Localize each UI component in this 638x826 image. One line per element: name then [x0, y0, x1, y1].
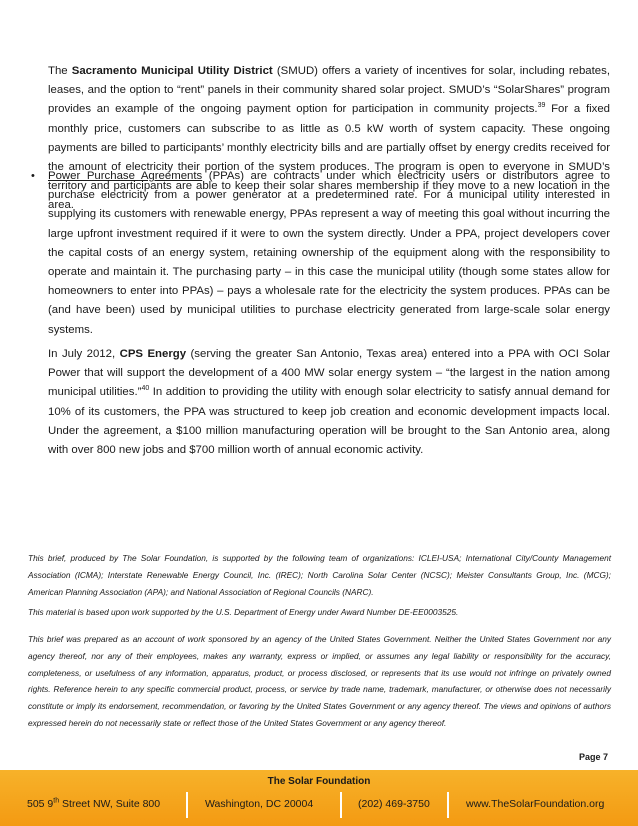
award-note: This material is based upon work supported by the U.S. Department of Energy under Award Number DE-EE0003525.: [28, 607, 459, 617]
cps-text-2: In addition to providing the utility with enough solar electricity to satisfy annual demand for 10% of its customers, the PPA was structured to keep job creation and economic development impacts local. Under the agreement, a $100 million manufacturing operation will be brought to the San Antonio area, along with over 800 new jobs and $700 million worth of annual economic activity.: [48, 386, 611, 457]
footer-phone: (202) 469-3750: [358, 798, 430, 810]
smud-pre: The: [48, 65, 72, 77]
footer-website[interactable]: www.TheSolarFoundation.org: [466, 798, 605, 810]
footer-org: The Solar Foundation: [267, 776, 371, 787]
footnote-ref-39: 39: [537, 102, 546, 110]
ppa-text: (PPAs) are contracts under which electricity users or distributors agree to purchase electricity from a power generator at a predetermined rate. For a municipal utility interested in supplying its customers with renewable energy, PPAs represent a way of meeting this goal without incurring the large upfront investment required if it were to own the system directly. Under a PPA, project developers cover the capital costs of an energy system, retaining ownership of the equipment along with the responsibility to operate and maintain it. The purchasing party – in this case the municipal utility (though some states allow for homeowners to enter into PPAs) – pays a wholesale rate for the electricity the system produces. PPAs can be (and have been) used by municipal utilities to purchase electricity generated from large-scale solar energy systems.: [48, 170, 610, 336]
cps-name: CPS Energy: [119, 348, 187, 360]
smud-name: Sacramento Municipal Utility District: [71, 65, 273, 77]
support-note: This brief, produced by The Solar Foundation, is supported by the following team of organizations: ICLEI-USA; International City/County Management Association (ICMA); Interstate Renewable Energy Council, Inc. (IREC); North Carolina Solar Center (NCSC); Meister Consultants Group, Inc. (MCG); American Planning Association (APA); and National Association of Regional Councils (NARC).: [28, 553, 611, 597]
bullet-icon: •: [31, 170, 35, 182]
footer-city: Washington, DC 20004: [205, 798, 314, 810]
cps-text-1: (serving the greater San Antonio, Texas area) entered into a PPA with OCI Solar Power that will support the development of a 400 MW solar energy system – “the largest in the nation among municipal utilities.”: [48, 348, 610, 399]
cps-pre: In July 2012,: [48, 348, 120, 360]
footnote-ref-40: 40: [141, 385, 150, 393]
smud-text-2: For a fixed monthly price, customers can subscribe to as little as 0.5 kW worth of system capacity. These ongoing payments are billed to participants’ monthly electricity bills and are partially offset by energy credits received for the amount of electricity their portion of the system produces. The program is open to everyone in SMUD’s territory and participants are able to keep their solar shares membership if they move to a new location in the area.: [48, 103, 611, 212]
footer-bar: [0, 770, 638, 826]
footer-divider: [447, 792, 449, 818]
page-number: Page 7: [578, 752, 608, 762]
disclaimer-note: This brief was prepared as an account of work sponsored by an agency of the United States Government. Neither the United States Government nor any agency thereof, nor any of their employees, makes any warranty, express or implied, or assumes any legal liability or responsibility for the accuracy, completeness, or usefulness of any information, apparatus, product, or process disclosed, or represents that its use would not infringe on privately owned rights. Reference herein to any specific commercial product, process, or service by trade name, trademark, manufacturer, or otherwise does not necessarily constitute or imply its endorsement, recommendation, or favoring by the United States Government or any agency thereof. The views and opinions of authors expressed herein do not necessarily state or reflect those of the United States Government or any agency thereof.: [28, 634, 611, 728]
footer-divider: [340, 792, 342, 818]
smud-text-1: (SMUD) offers a variety of incentives for solar, including rebates, leases, and the option to “rent” panels in their community shared solar project. SMUD’s “SolarShares” program provides an example of the ongoing payment option for participation in community projects.: [48, 65, 610, 116]
ppa-paragraph: [48, 167, 610, 340]
ppa-link[interactable]: Power Purchase Agreements: [48, 170, 203, 182]
footer-divider: [186, 792, 188, 818]
footer-address: 505 9th Street NW, Suite 800: [27, 797, 161, 810]
cps-paragraph: [48, 345, 610, 460]
